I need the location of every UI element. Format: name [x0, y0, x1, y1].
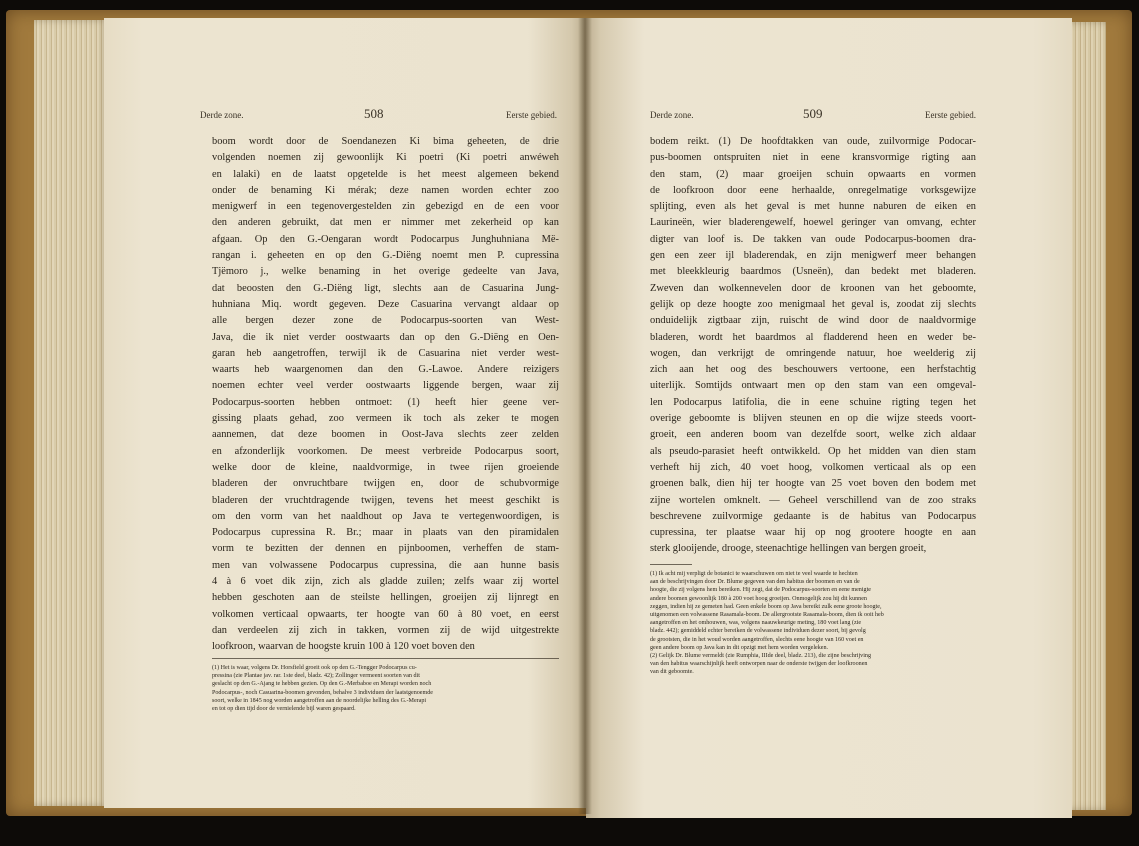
text-line: volkomen verticaal opwaarts, ter hoogte van 60 à 80 voet, en eerst — [212, 608, 559, 620]
text-line: splijting, even als het geval is met hunne naburen de eiken en — [650, 201, 976, 213]
text-line: bladeren der onvruchtbare twijgen en, door de schubvormige — [212, 478, 559, 490]
text-line: gissing plaats gehad, zoo vermeen ik toch als zeker te mogen — [212, 413, 559, 425]
text-line: noemen echter veel verder oostwaarts liggende bergen, waar zij — [212, 380, 559, 392]
text-line: groeit, een anderen boom van dezelfde soort, welke zich aldaar — [650, 429, 976, 441]
page-edges-left — [34, 20, 110, 806]
text-line: rangan i. geheeten en op den G.-Diëng noemt men P. cupressina — [212, 250, 559, 262]
text-line: Laurineën, wier bladerengewelf, hoewel geringer van omvang, echter — [650, 217, 976, 229]
footnote-line: geen andere boom op Java kan in dit opzigt met hem worden vergeleken. — [650, 644, 829, 651]
footnote-line: uitgenomen een volwassene Rasamala-boom. De allergrootste Rasamala-boom, dien ik ooit heb — [650, 612, 884, 619]
text-line: Tjëmoro j., welke benaming in het overige gedeelte van Java, — [212, 266, 559, 278]
text-line: bodem reikt. (1) De hoofdtakken van oude, zuilvormige Podocar- — [650, 136, 976, 147]
text-line: loofkroon, waarvan de hoogste kruin 100 à 120 voet boven den — [212, 641, 475, 653]
text-line: uiterlijk. Somtijds ontwaart men op den stam van een omgeval- — [650, 380, 976, 392]
text-line: Java, die ik niet verder oostwaarts dan op den G.-Diëng en Oen- — [212, 331, 559, 343]
text-line: zich aan het oog des beschouwers vertoone, een herfstachtig — [650, 364, 976, 376]
text-line: als pseudo-parasiet heeft ontwikkeld. Op het midden van dien stam — [650, 445, 976, 457]
text-line: bladeren, wordt het baardmos al fladderend heen en weder be- — [650, 331, 976, 343]
left-footnote-rule — [212, 658, 559, 659]
text-line: boom wordt door de Soendanezen Ki bima geheeten, de drie — [212, 136, 559, 147]
text-line: Zweven dan wolkennevelen door de kroonen van het geboomte, — [650, 282, 976, 294]
text-line: aannemen, dat deze boomen in Oost-Java slechts zeer zelden — [212, 429, 559, 441]
text-line: den stam, (2) maar groeijen schuin opwaarts en vormen — [650, 168, 976, 180]
left-header-region: Eerste gebied. — [506, 110, 557, 120]
footnote-line: (1) Ik acht mij verpligt de botanici te waarschuwen om niet te veel waarde te hechten — [650, 571, 858, 577]
left-running-header — [200, 106, 557, 122]
text-line: pus-boomen ontspruiten niet in eene kransvormige rigting aan — [650, 152, 976, 164]
right-running-header — [650, 106, 976, 122]
text-line: men van volwassene Podocarpus cupressina, die aan hunne basis — [212, 559, 559, 571]
text-line: len Podocarpus latifolia, die in eene schuine rigting tegen het — [650, 396, 976, 408]
text-line: met bleekkleurig baardmos (Usneën), dan bedekt met bladeren. — [650, 266, 976, 278]
text-line: bladeren der vruchtdragende twijgen, tevens het meest geschikt is — [212, 494, 559, 506]
text-line: dat beoosten den G.-Diëng ligt, slechts aan de Casuarina Jung- — [212, 282, 559, 294]
footnote-line: van dit geboomte. — [650, 669, 694, 676]
right-footnote-rule — [650, 564, 692, 565]
text-line: de loofkroon door eene herhaalde, onregelmatige vorksgewijze — [650, 184, 976, 196]
footnote-line: Podocarpus-, noch Casuarina-boomen gevonden, behalve 3 individuen der laatstgenoemde — [212, 689, 434, 696]
text-line: waarts heb waargenomen dan den G.-Lawoe. Andere reizigers — [212, 364, 559, 376]
footnote-line: aan de beschrijvingen door Dr. Blume gegeven van den habitus der boomen en van de — [650, 579, 860, 586]
text-line: onder de benaming Ki mérak; deze namen worden echter zoo — [212, 184, 559, 196]
right-page — [586, 18, 1072, 818]
text-line: alle bergen dezer zone de Podocarpus-soorten van West- — [212, 315, 559, 327]
text-line: afgaan. Op den G.-Oengaran wordt Podocarpus Junghuhniana Më- — [212, 233, 559, 245]
footnote-line: soort, welke in 1845 nog worden aangetroffen aan de noordelijke helling des G.-Merapi — [212, 697, 427, 704]
text-line: dan verdeelen zij zich in takken, vormen zij de wijd uitgestrekte — [212, 624, 559, 636]
footnote-line: zeggen, indien hij ze gemeten had. Geen enkele boom op Java bereikt zulk eene groote hoogte, — [650, 603, 882, 610]
text-line: den anderen gebruikt, dat men er nimmer met zekerheid op kan — [212, 217, 559, 229]
text-line: zijne wortelen omknelt. — Geheel verschillend van de zoo straks — [650, 494, 976, 506]
footnote-line: pressina (zie Plantae jav. rar. 1ste deel, bladz. 42); Zollinger vermeent soorten van dit — [212, 673, 420, 680]
text-line: volgenden noemen zij gewoonlijk Ki poetri (Ki poetri anwéweh — [212, 152, 559, 164]
footnote-line: hoogte, die zij volgens hem bereiken. Hij zegt, dat de Podocarpus-soorten en eene menigte — [650, 587, 871, 594]
footnote-line: de grootsten, die in het woud worden aangetroffen, slechts eene hoogte van 160 voet en — [650, 636, 864, 643]
text-line: 4 à 6 voet dik zijn, zich als gladde zuilen; zelfs waar zij wortel — [212, 576, 559, 588]
footnote-line: (1) Het is waar, volgens Dr. Horsfield groeit ook op den G.-Tengger Podocarpus cu- — [212, 665, 417, 671]
text-line: om den vorm van het naaldhout op Java te vertegenwoordigen, is — [212, 510, 559, 522]
right-header-region: Eerste gebied. — [925, 110, 976, 120]
left-header-zone: Derde zone. — [200, 110, 244, 120]
text-line: beschrevene zuilvormige gedaante is de habitus van Podocarpus — [650, 510, 976, 522]
footnote-line: andere boomen gewoonlijk 180 à 200 voet hoog groeijen. Onmogelijk zou hij dit kunnen — [650, 595, 867, 602]
text-line: onduidelijk zigtbaar zijn, ruischt de wind door de naaldvormige — [650, 315, 976, 327]
left-page — [104, 18, 586, 808]
footnote-line: van den habitus waarschijnlijk heeft ontworpen naar de onderste twijgen der loofkroonen — [650, 661, 868, 668]
text-line: verheft hij zich, 40 voet hoog, volkomen verticaal als op een — [650, 461, 976, 473]
text-line: hebben geschoten aan de steilste hellingen, groeijen zij lijnregt en — [212, 592, 559, 604]
text-line: digter van loof is. De takken van oude Podocarpus-boomen dra- — [650, 233, 976, 245]
text-line: menigwerf in een tegenovergestelden zin gebezigd en de een voor — [212, 201, 559, 213]
text-line: en afzonderlijk voorkomen. De meest verbreide Podocarpus soort, — [212, 445, 559, 457]
text-line: groenen balk, dien hij ter hoogte van 25 voet boven den bodem met — [650, 478, 976, 490]
text-line: gelijk op deze hoogte zoo menigmaal het geval is, zoodat zij slechts — [650, 298, 976, 310]
right-body-text — [650, 134, 976, 558]
right-page-number: 509 — [803, 106, 823, 121]
text-line: gen een zeer ijl bladerendak, en zijn menigwerf meer behangen — [650, 250, 976, 262]
footnote-line: aangetroffen en het omhouwen, was, volgens naauwkeurige meting, 180 voet lang (zie — [650, 620, 862, 627]
text-line: cupressina, ter plaatse waar hij op nog grootere hoogte en aan — [650, 527, 976, 539]
text-line: overige geboomte is blijven steunen en op die wijze steeds voort- — [650, 413, 976, 425]
text-line: huhniana Miq. wordt gegeven. Deze Casuarina vervangt aldaar op — [212, 298, 559, 310]
book-gutter — [578, 18, 592, 814]
right-header-zone: Derde zone. — [650, 110, 694, 120]
left-body-text — [212, 134, 559, 656]
footnote-line: (2) Gelijk Dr. Blume vermeldt (zie Rumphia, IIIde deel, bladz. 213), die zijne beschrijving — [650, 653, 871, 660]
footnote-line: bladz. 442); gemiddeld echter bereiken de volwassene individuen dezer soort, bij gevolg — [650, 628, 866, 635]
text-line: Podocarpus-soorten hebben ontmoet: (1) heeft hier geene ver- — [212, 396, 559, 408]
left-page-number: 508 — [364, 106, 384, 121]
footnote-line: geslacht op den G.-Ajang te hebben gezien. Op den G.-Merbaboe en Merapi worden noch — [212, 681, 432, 688]
text-line: welke door de kleine, naaldvormige, in twee rijen groeiende — [212, 461, 559, 473]
text-line: Podocarpus cupressina R. Br.; maar in plaats van den piramidalen — [212, 527, 559, 539]
text-line: sterk glooijende, drooge, steenachtige hellingen van bergen groeit, — [650, 543, 927, 555]
left-footnotes — [212, 664, 559, 713]
text-line: en lalaki) en de laatst opgetelde is het meest algemeen bekend — [212, 168, 559, 180]
text-line: vorm te bezitten der dennen en pijnboomen, verheffen de stam- — [212, 543, 559, 555]
text-line: wogen, dan verkrijgt de omringende natuur, hoe weelderig zij — [650, 347, 976, 359]
text-line: garan heb aangetroffen, terwijl ik de Casuarina niet verder west- — [212, 347, 559, 359]
right-footnotes — [650, 570, 976, 677]
footnote-line: en tot op dien tijd door de vernielende bijl waren gespaard. — [212, 706, 356, 713]
